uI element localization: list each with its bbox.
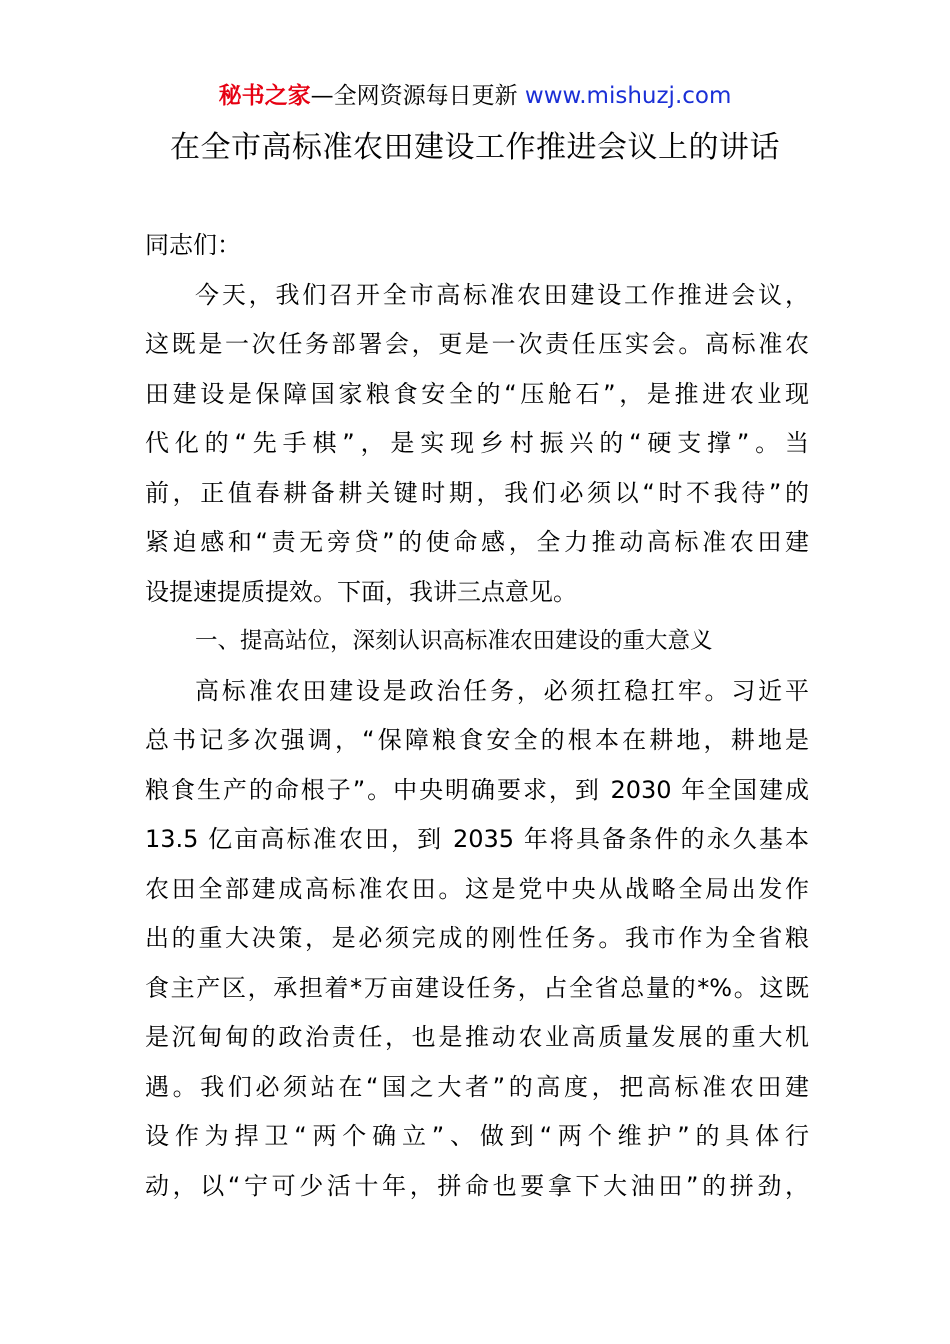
paragraph-line: 食主产区，承担着*万亩建设任务，占全省总量的*%。这既	[145, 973, 809, 1002]
paragraph-line: 设作为捍卫“两个确立”、做到“两个维护”的具体行	[145, 1122, 809, 1150]
paragraph-line: 设提速提质提效。下面，我讲三点意见。	[145, 577, 577, 606]
paragraph-line: 紧迫感和“责无旁贷”的使命感，全力推动高标准农田建	[145, 528, 809, 556]
section-heading: 一、提高站位，深刻认识高标准农田建设的重大意义	[195, 628, 713, 654]
paragraph-line: 动，以“宁可少活十年，拼命也要拿下大油田”的拼劲，	[145, 1171, 809, 1200]
paragraph-line: 这既是一次任务部署会，更是一次责任压实会。高标准农	[145, 330, 809, 358]
paragraph-line: 代化的“先手棋”，是实现乡村振兴的“硬支撑”。当	[145, 429, 809, 457]
paragraph-line: 出的重大决策，是必须完成的刚性任务。我市作为全省粮	[145, 924, 809, 952]
paragraph-line: 农田全部建成高标准农田。这是党中央从战略全局出发作	[145, 874, 809, 903]
paragraph-line: 总书记多次强调，“保障粮食安全的根本在耕地，耕地是	[145, 726, 809, 754]
paragraph-line: 13.5 亿亩高标准农田，到 2035 年将具备条件的永久基本	[145, 825, 809, 853]
document-body	[145, 221, 809, 1211]
paragraph-line: 前，正值春耕备耕关键时期，我们必须以“时不我待”的	[145, 478, 809, 507]
header-tagline: —全网资源每日更新	[310, 83, 518, 109]
paragraph-line: 粮食生产的命根子”。中央明确要求，到 2030 年全国建成	[145, 775, 809, 804]
paragraph-line: 高标准农田建设是政治任务，必须扛稳扛牢。习近平	[195, 676, 809, 705]
site-header	[0, 78, 950, 114]
paragraph-line: 田建设是保障国家粮食安全的“压舱石”，是推进农业现	[145, 379, 809, 408]
paragraph-line: 遇。我们必须站在“国之大者”的高度，把高标准农田建	[145, 1072, 809, 1101]
paragraph-line: 是沉甸甸的政治责任，也是推动农业高质量发展的重大机	[145, 1023, 809, 1051]
salutation: 同志们：	[145, 231, 241, 259]
brand-name: 秘书之家	[218, 83, 311, 109]
document-title: 在全市高标准农田建设工作推进会议上的讲话	[170, 130, 780, 165]
paragraph-line: 今天，我们召开全市高标准农田建设工作推进会议，	[195, 280, 809, 309]
site-url-link[interactable]: www.mishuzj.com	[524, 83, 732, 109]
